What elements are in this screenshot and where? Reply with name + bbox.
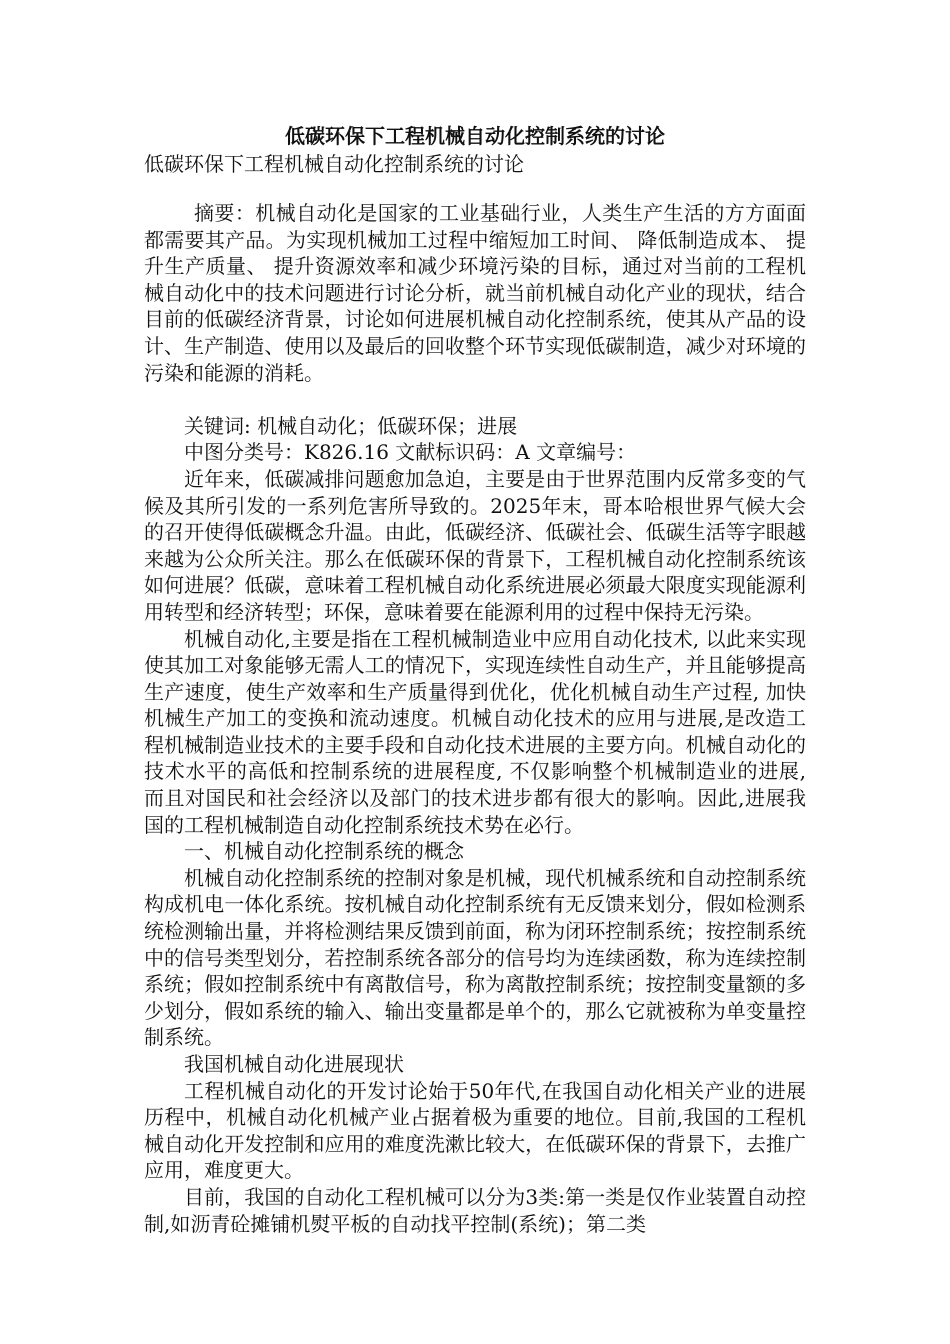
body-paragraph: 目前，我国的自动化工程机械可以分为3类:第一类是仅作业装置自动控制,如沥青砼摊铺机熨平板的自动找平控制(系统)；第二类 <box>144 1184 806 1236</box>
blank-line <box>144 386 806 413</box>
section-heading: 我国机械自动化进展现状 <box>184 1052 404 1076</box>
body-paragraph: 工程机械自动化的开发讨论始于50年代,在我国自动化相关产业的进展历程中，机械自动化机械产业占据着极为重要的地位。目前,我国的工程机械自动化开发控制和应用的难度洗漱比较大，在低碳环保的背景下，去推广应用，难度更大。 <box>144 1078 806 1183</box>
document-subtitle: 低碳环保下工程机械自动化控制系统的讨论 <box>144 152 524 176</box>
document-title: 低碳环保下工程机械自动化控制系统的讨论 <box>285 124 665 148</box>
body-paragraph: 机械自动化控制系统的控制对象是机械，现代机械系统和自动控制系统构成机电一体化系统。按机械自动化控制系统有无反馈来划分，假如检测系统检测输出量，并将检测结果反馈到前面，称为闭环控制系统；按控制系统中的信号类型划分，若控制系统各部分的信号均为连续函数，称为连续控制系统；假如控制系统中有离散信号，称为离散控制系统；按控制变量额的多少划分，假如系统的输入、输出变量都是单个的，那么它就被称为单变量控制系统。 <box>144 865 806 1050</box>
classification-line: 中图分类号：K826.16 文献标识码：A 文章编号： <box>184 440 637 465</box>
keywords-line: 关键词: 机械自动化；低碳环保；进展 <box>184 413 518 438</box>
section-heading: 一、机械自动化控制系统的概念 <box>184 839 464 864</box>
document-body <box>144 200 806 1237</box>
body-paragraph: 机械自动化,主要是指在工程机械制造业中应用自动化技术, 以此来实现使其加工对象能够无需人工的情况下，实现连续性自动生产，并且能够提高生产速度，使生产效率和生产质量得到优化，优化机械自动生产过程, 加快机械生产加工的变换和流动速度。机械自动化技术的应用与进展,是改造工程机械制造业技术的主要手段和自动化技术进展的主要方向。机械自动化的技术水平的高低和控制系统的进展程度, 不仅影响整个机械制造业的进展, 而且对国民和社会经济以及部门的技术进步都有很大的影响。因此,进展我国的工程机械制造自动化控制系统技术势在必行。 <box>144 626 806 837</box>
abstract-paragraph: 摘要：机械自动化是国家的工业基础行业，人类生产生活的方方面面都需要其产品。为实现机械加工过程中缩短加工时间、 降低制造成本、 提升生产质量、 提升资源效率和减少环境污染的目标，通过对当前的工程机械自动化中的技术问题进行讨论分析，就当前机械自动化产业的现状，结合目前的低碳经济背景，讨论如何进展机械自动化控制系统，使其从产品的设计、生产制造、使用以及最后的回收整个环节实现低碳制造，减少对环境的污染和能源的消耗。 <box>144 201 806 385</box>
body-paragraph: 近年来，低碳减排问题愈加急迫，主要是由于世界范围内反常多变的气候及其所引发的一系列危害所导致的。2025年末，哥本哈根世界气候大会的召开使得低碳概念升温。由此，低碳经济、低碳社会、低碳生活等字眼越来越为公众所关注。那么在低碳环保的背景下，工程机械自动化控制系统该如何进展？低碳，意味着工程机械自动化系统进展必须最大限度实现能源利用转型和经济转型；环保，意味着要在能源利用的过程中保持无污染。 <box>144 466 806 624</box>
